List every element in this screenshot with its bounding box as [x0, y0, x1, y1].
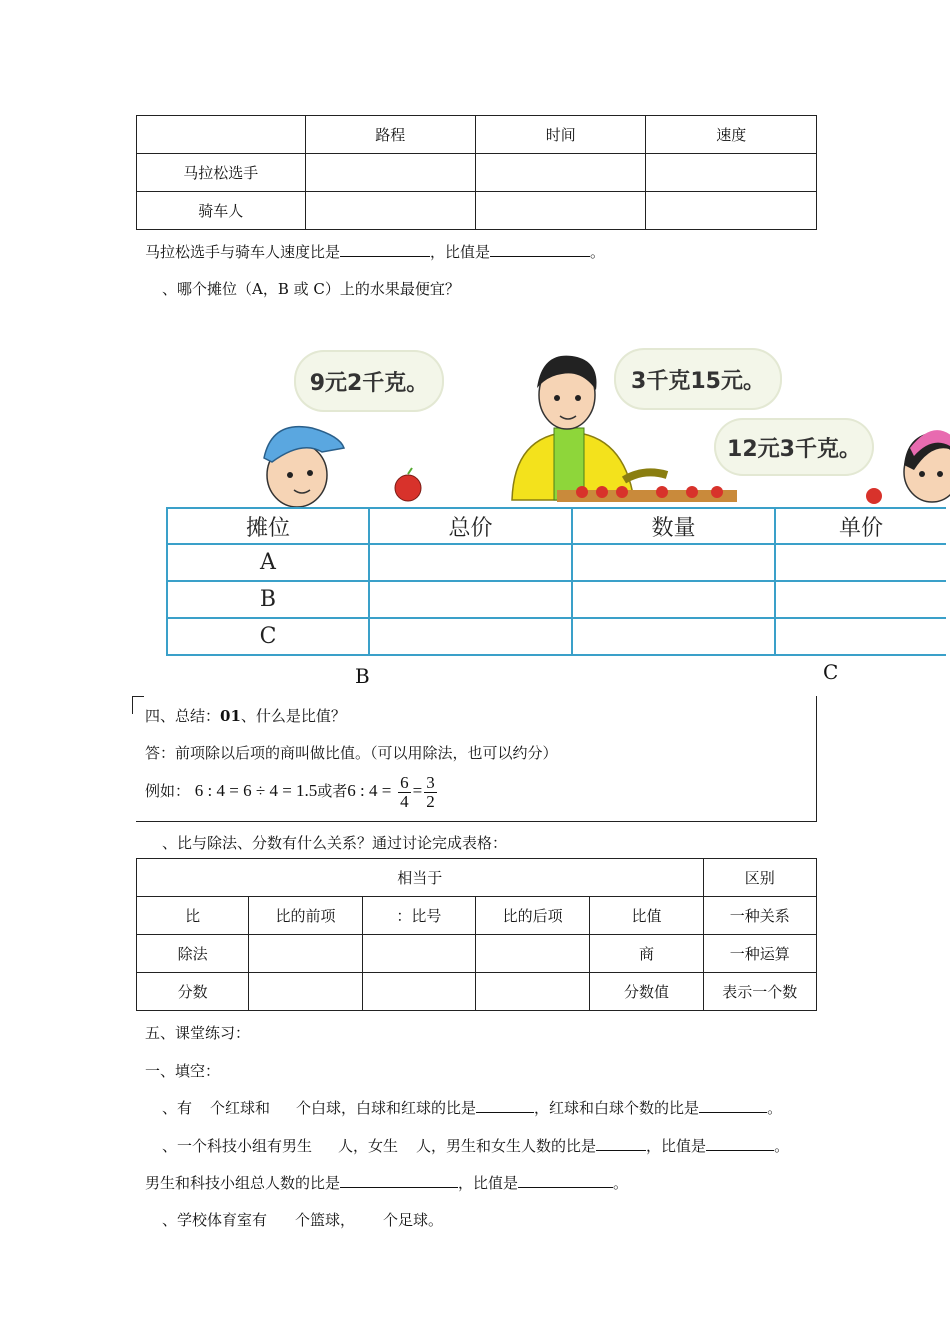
- relation-cell: 商: [590, 935, 703, 973]
- relation-cell: 比的前项: [249, 897, 362, 935]
- fill-title: 一、填空：: [145, 1062, 221, 1080]
- summary-heading: 、什么是比值？: [240, 707, 346, 725]
- relation-cell: ：比号: [362, 897, 475, 935]
- stall-table: [166, 507, 946, 656]
- speed-ratio-question: [145, 241, 605, 262]
- question-text: 个篮球，: [295, 1211, 356, 1229]
- relation-cell: [475, 973, 589, 1011]
- relation-cell: [249, 935, 362, 973]
- speed-table-header: 路程: [305, 116, 475, 154]
- price-bubble-left: 9元2千克。: [294, 350, 444, 412]
- question-text: 。: [774, 1137, 790, 1155]
- relation-cell: [362, 935, 475, 973]
- answer-blank[interactable]: [706, 1136, 774, 1151]
- summary-answer: 答：前项除以后项的商叫做比值。（可以用除法，也可以约分）: [145, 744, 558, 762]
- question-text: 人，男生和女生人数的比是: [416, 1137, 597, 1155]
- relation-cell: 分数值: [590, 973, 703, 1011]
- answer-blank[interactable]: [340, 1173, 458, 1188]
- relation-cell: [362, 973, 475, 1011]
- stall-label: A: [167, 544, 369, 581]
- speed-table-cell: [646, 154, 817, 192]
- question-2: [162, 1135, 789, 1156]
- speed-table-cell: 马拉松选手: [137, 154, 306, 192]
- summary-heading: 四、总结：: [145, 707, 221, 725]
- relation-cell: 分数: [137, 973, 249, 1011]
- question-text: ，比值是: [430, 243, 491, 261]
- relation-question: 、比与除法、分数有什么关系？通过讨论完成表格：: [162, 834, 508, 852]
- summary-number: 01: [220, 707, 241, 725]
- relation-cell: 表示一个数: [703, 973, 816, 1011]
- stall-table-header: 摊位: [167, 508, 369, 544]
- fraction: $\frac{6}{4}$: [400, 772, 409, 811]
- example-expression: 6 : 4 = 6 ÷ 4 = 1.5: [194, 781, 318, 800]
- question-text: 。: [767, 1099, 783, 1117]
- speed-table-cell: [305, 154, 475, 192]
- question-4: [162, 1209, 443, 1230]
- relation-cell: 比值: [590, 897, 703, 935]
- practice-title: 五、课堂练习：: [145, 1024, 251, 1042]
- question-text: 马拉松选手与骑车人速度比是: [145, 243, 341, 261]
- relation-cell: 一种关系: [703, 897, 816, 935]
- question-text: 、一个科技小组有男生: [162, 1137, 313, 1155]
- summary-title: [145, 705, 346, 726]
- relation-header-equiv: 相当于: [137, 859, 704, 897]
- girl-icon: [904, 430, 950, 502]
- answer-blank[interactable]: [490, 242, 590, 257]
- answer-blank[interactable]: [596, 1136, 646, 1151]
- relation-cell: [475, 935, 589, 973]
- answer-blank[interactable]: [699, 1098, 767, 1113]
- relation-header-diff: 区别: [703, 859, 816, 897]
- stall-table-header: 单价: [775, 508, 946, 544]
- question-1: [162, 1097, 782, 1118]
- apple-icon: [866, 488, 882, 504]
- answer-blank[interactable]: [476, 1098, 534, 1113]
- label-b: B: [355, 664, 370, 688]
- question-3: [145, 1172, 628, 1193]
- speed-table-header: [137, 116, 306, 154]
- speed-table-cell: [646, 192, 817, 230]
- stall-table-header: 总价: [369, 508, 572, 544]
- question-text: 个足球。: [383, 1211, 444, 1229]
- example-label: 例如：: [145, 782, 191, 800]
- fraction: $\frac{3}{2}$: [426, 772, 435, 811]
- question-text: ，红球和白球个数的比是: [534, 1099, 700, 1117]
- question-text: 。: [590, 243, 606, 261]
- speed-table-cell: [305, 192, 475, 230]
- question-text: 男生和科技小组总人数的比是: [145, 1174, 341, 1192]
- speed-table-cell: 骑车人: [137, 192, 306, 230]
- question-text: 人，女生: [338, 1137, 399, 1155]
- stall-table-header: 数量: [572, 508, 775, 544]
- label-c: C: [823, 660, 839, 684]
- apple-icon: [395, 468, 421, 501]
- relation-cell: [249, 973, 362, 1011]
- relation-cell: 比: [137, 897, 249, 935]
- stall-label: B: [167, 581, 369, 618]
- answer-blank[interactable]: [340, 242, 430, 257]
- price-bubble-right: 12元3千克。: [714, 418, 874, 476]
- example-expression: 6 : 4 =: [347, 781, 392, 800]
- price-bubble-middle: 3千克15元。: [614, 348, 782, 410]
- boy-cap-icon: [264, 427, 344, 507]
- summary-example: [145, 771, 439, 811]
- relation-cell: 比的后项: [475, 897, 589, 935]
- speed-table-header: 速度: [646, 116, 817, 154]
- speed-table-header: 时间: [475, 116, 645, 154]
- example-or: 或者: [317, 782, 348, 800]
- fruit-question: 、哪个摊位（A，B 或 C）上的水果最便宜？: [162, 280, 460, 298]
- relation-table: [136, 858, 817, 1011]
- speed-table-cell: [475, 192, 645, 230]
- question-text: 、有: [162, 1099, 193, 1117]
- question-text: 、学校体育室有: [162, 1211, 268, 1229]
- speed-table-cell: [475, 154, 645, 192]
- stall-label: C: [167, 618, 369, 655]
- relation-cell: 除法: [137, 935, 249, 973]
- question-text: ，比值是: [646, 1137, 707, 1155]
- equals-sign: =: [412, 781, 423, 800]
- answer-blank[interactable]: [518, 1173, 613, 1188]
- speed-table: [136, 115, 817, 230]
- relation-cell: 一种运算: [703, 935, 816, 973]
- question-text: 。: [613, 1174, 629, 1192]
- question-text: 个红球和: [210, 1099, 271, 1117]
- question-text: 个白球，白球和红球的比是: [296, 1099, 477, 1117]
- question-text: ，比值是: [458, 1174, 519, 1192]
